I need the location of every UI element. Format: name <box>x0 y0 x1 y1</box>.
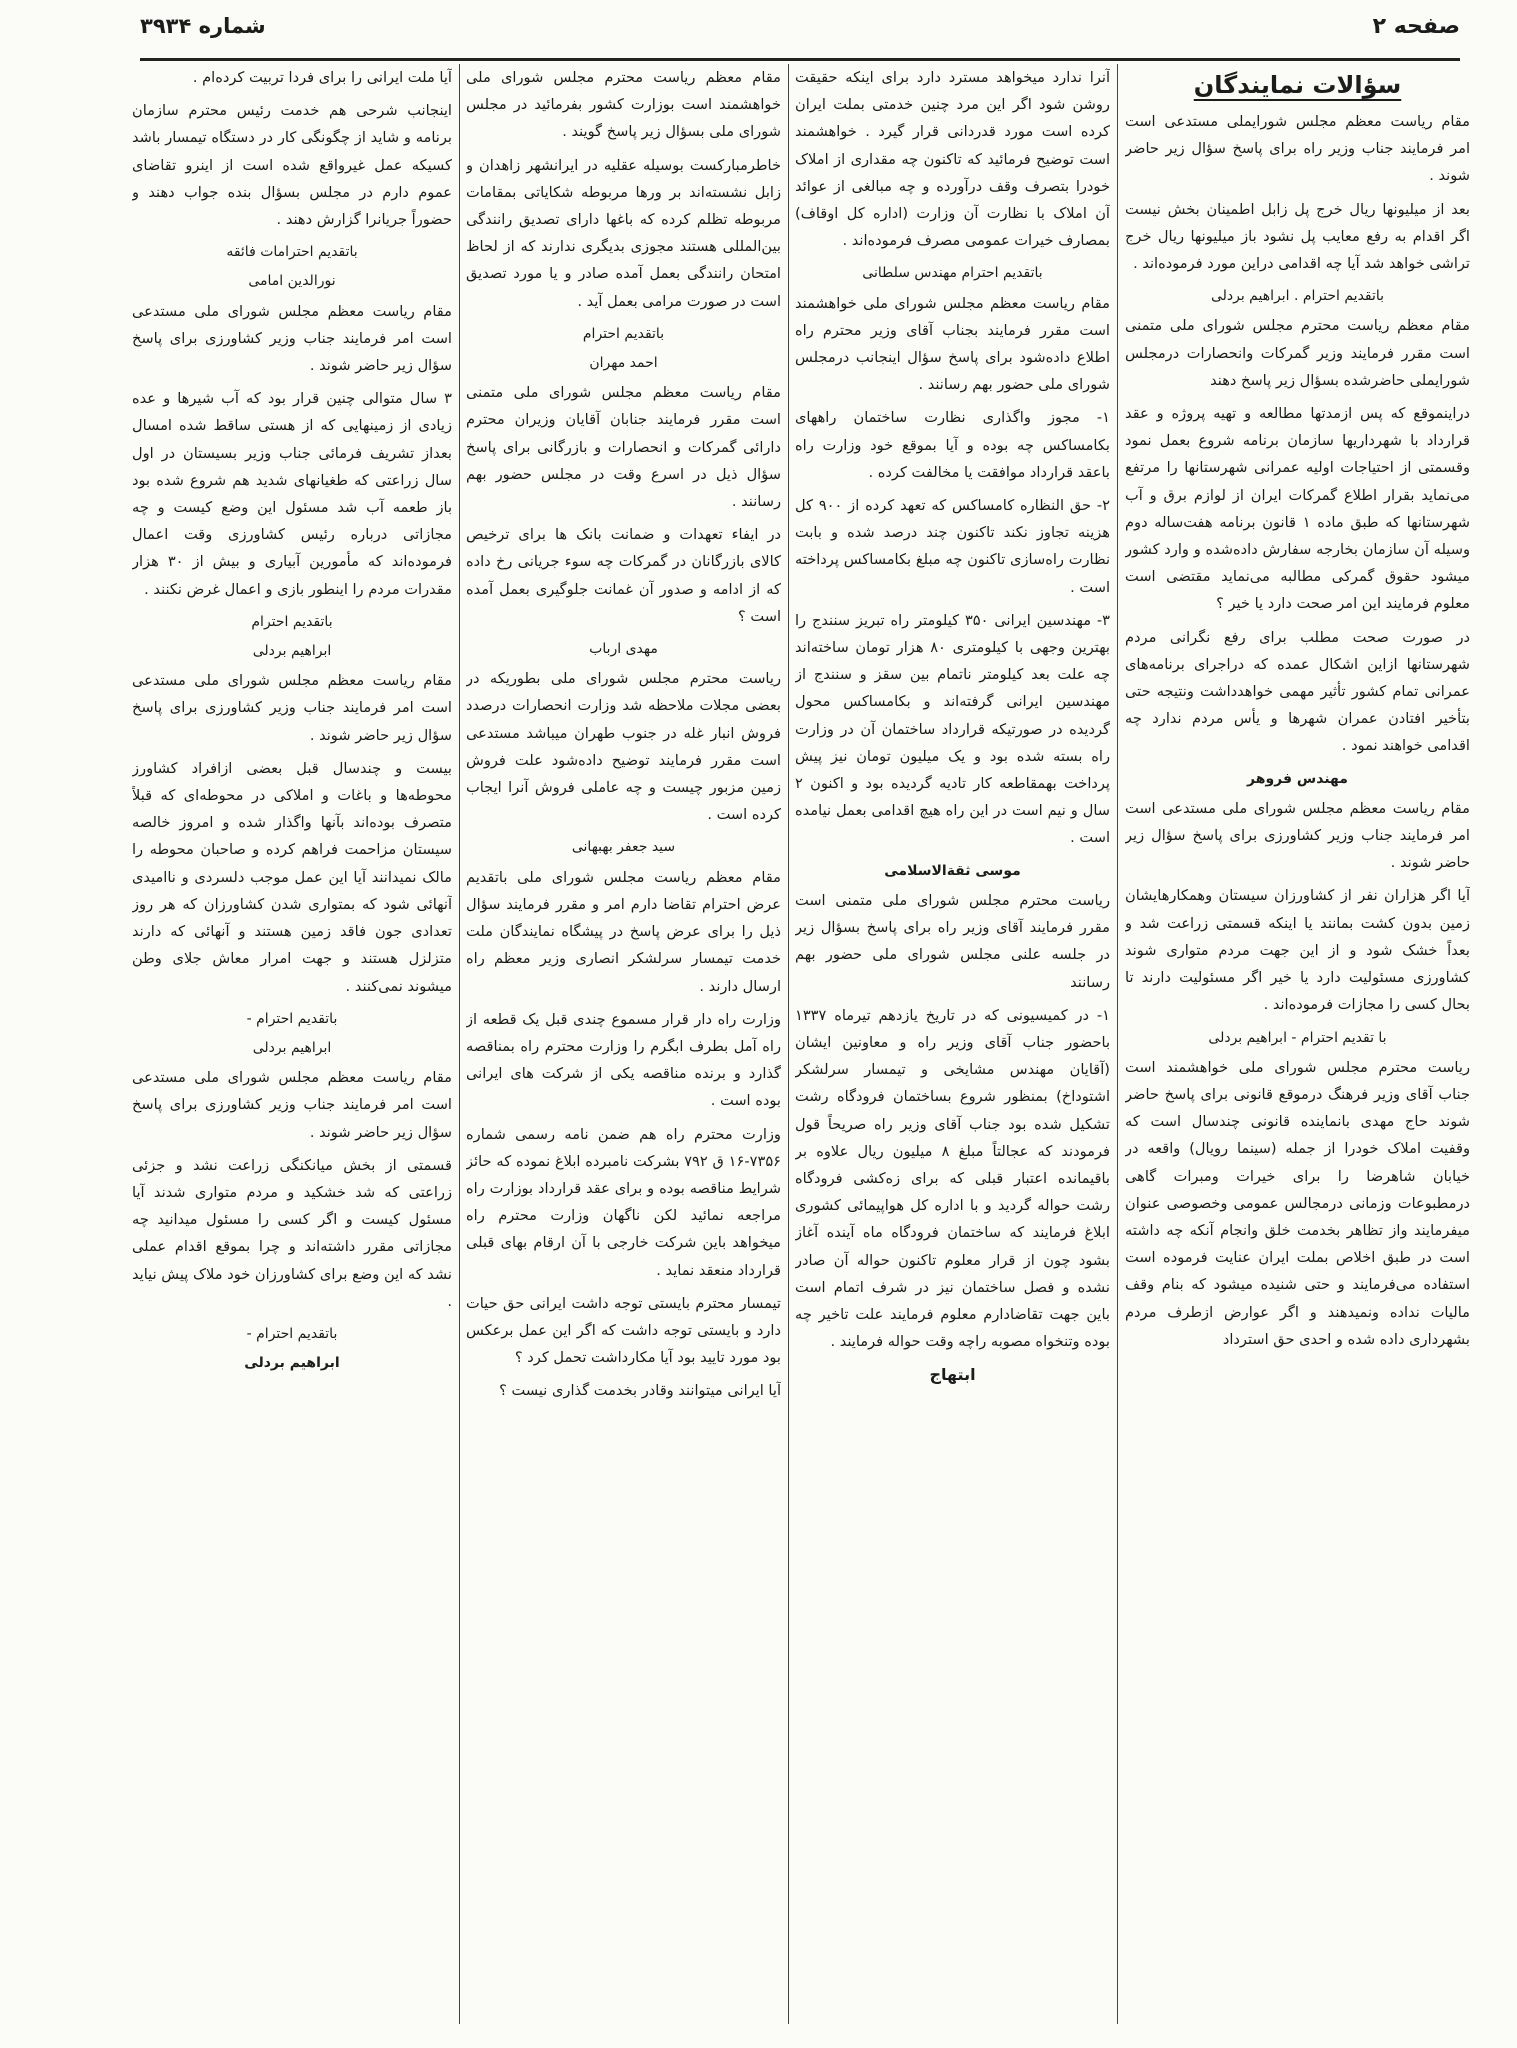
question-paragraph: آیا ملت ایرانی را برای فردا تربیت کرده‌ام . <box>192 69 452 86</box>
question-paragraph: ریاست محترم مجلس شورای ملی متمنی است مقرر فرمایند آقای وزیر راه برای پاسخ بسؤال زیر در جلسه علنی مجلس شورای ملی حضور بهم رسانند <box>795 891 1110 991</box>
header-rule <box>140 58 1460 61</box>
question-paragraph: اینجانب شرحی هم خدمت رئیس محترم سازمان برنامه و شاید از چگونگی کار در دستگاه تیمسار باشد کسیکه عمل غیرواقع شده است از اینرو تقاضای عموم دارم در مجلس بسؤال بنده جواب دهند و حضوراً جریانرا گزارش دهند . <box>132 102 452 229</box>
question-paragraph: در ایفاء تعهدات و ضمانت بانک ها برای ترخیص کالای بازرگانان در گمرکات چه سوء جریانی رخ داده که از ادامه و صدور آن غمانت جلوگیری بعمل آمده است ؟ <box>466 526 781 625</box>
signature: احمد مهران <box>589 355 658 372</box>
column-3 <box>466 64 781 2034</box>
signature: باتقدیم احترامات فائقه <box>226 244 358 261</box>
question-paragraph: آیا اگر هزاران نفر از کشاورزان سیستان وهمکارهایشان زمین بدون کشت بمانند یا اینکه قسمتی زراعت شد و بعداً خشک شود و از این جهت مردم متواری شوند کشاورزی مسئولیت دارد یا خیر اگر مسئولیت دارند تا بحال کسی را مجازات فرموده‌اند . <box>1125 887 1470 1014</box>
question-paragraph: ۲- حق النظاره کامساکس که تعهد کرده از ۹۰۰ کل هزینه تجاوز نکند تاکنون چند درصد شده و بابت نظارت راه‌سازی تاکنون چه مبلغ بکامساکس پرداخته است . <box>795 497 1110 596</box>
question-paragraph: مقام ریاست معظم مجلس شورای ملی مستدعی است امر فرمایند جناب وزیر کشاورزی برای پاسخ سؤال زیر حاضر شوند . <box>132 672 452 744</box>
question-paragraph: مقام ریاست معظم مجلس شورای ملی خواهشمند است مقرر فرمایند بجناب آقای وزیر محترم راه اطلاع داده‌شود برای پاسخ سؤال اینجانب درمجلس شورای ملی حضور بهم رسانند . <box>795 294 1110 394</box>
question-paragraph: مقام معظم ریاست مجلس شورای ملی باتقدیم عرض احترام تقاضا دارم امر و مقرر فرمایند سؤال ذیل را برای عرض پاسخ در پیشگاه نمایندگان ملت خدمت تیمسار سرلشکر انصاری وزیر معظم راه ارسال دارند . <box>466 868 781 995</box>
question-paragraph: ۳ سال متوالی چنین قرار بود که آب شیرها و عده زیادی از زمینهایی که از هستی ساقط شده امسال بعداز تشریف فرمائی جناب وزیر بسیستان در اول سال زراعتی که طغیانهای شدید هم شروع شده بود باز طعمه آب شد مسئول این وضع کیست و چه مجازاتی درباره رئیس کشاورزی وقت اعمال فرموده‌اند که مأمورین آبیاری و بیش از ۳۰ هزار مقدرات مردم را اینطور بازی و اعمال غرض نکنند . <box>132 390 452 598</box>
signature: باتقدیم احترام - <box>246 1325 338 1342</box>
page-number: صفحه ۲ <box>1372 14 1460 39</box>
signature: با تقدیم احترام - ابراهیم بردلی <box>1208 1029 1387 1046</box>
question-paragraph: آنرا ندارد میخواهد مسترد دارد برای اینکه حقیقت روشن شود اگر این مرد چنین خدمتی بملت ایران کرده است مورد قدردانی قرار گیرد . خواهشمند است توضیح فرمائید که تاکنون چه مقداری از املاک خودرا بتصرف وقف درآورده و چه مبالغی از عوائد آن املاک با نظارت آن وزارت (اداره کل اوقاف) بمصارف خیرات عمومی مصرف فرموده‌اند . <box>795 69 1110 250</box>
question-paragraph: قسمتی از بخش میانکنگی زراعت نشد و جزئی زراعتی که شد خشکید و مردم متواری شدند آیا مسئول کیست و اگر کسی را مسئول میدانید چه مجازاتی مقرر داشته‌اند و چرا بموقع اقدام عملی نشد که این وضع برای کشاورزان خود ملاک پیش نیاید . <box>132 1156 452 1310</box>
question-paragraph: در صورت صحت مطلب برای رفع نگرانی مردم شهرستانها ازاین اشکال عمده که دراجرای برنامه‌های عمرانی تمام کشور تأثیر مهمی خواهدداشت ونتیجه حتی بتأخیر افتادن عمران شهرها و یأس مردم ندارد چه اقدامی خواهند نمود . <box>1125 628 1470 755</box>
question-paragraph: مقام ریاست معظم مجلس شورای ملی مستدعی است امر فرمایند جناب وزیر کشاورزی برای پاسخ سؤال زیر حاضر شوند . <box>132 302 452 375</box>
question-paragraph: مقام معظم ریاست محترم مجلس شورای ملی خواهشمند است بوزارت کشور بفرمائید در مجلس شورای ملی بسؤال زیر پاسخ گویند . <box>466 69 781 141</box>
question-paragraph: ۱- مجوز واگذاری نظارت ساختمان راههای بکامساکس چه بوده و آیا بموقع خود وزارت راه باعقد قرارداد موافقت یا مخالفت کرده . <box>795 409 1110 481</box>
question-paragraph: مقام معظم ریاست محترم مجلس شورای ملی متمنی است مقرر فرمایند وزیر گمرکات وانحصارات درمجلس شورایملی حاضرشده بسؤال زیر پاسخ دهند <box>1125 317 1470 389</box>
issue-number: شماره ۳۹۳۴ <box>140 14 266 38</box>
question-paragraph: ۳- مهندسین ایرانی ۳۵۰ کیلومتر راه تبریز سنندج را بهترین وجهی با کیلومتری ۸۰ هزار تومان ساخته‌اند چه علت بعد کیلومتر ناتمام بین سقز و سنندج از مهندسین ایرانی گرفته‌اند و بکامساکس محول گردیده در صورتیکه قرارداد ساختمان آن در وزارت راه بسته شده بود و یک میلیون تومان نیز پیش پرداخت بهمقاطعه کار تادیه گردیده بود و اکنون ۲ سال و نیم است در این راه هیچ اقدامی بعمل نیامده است . <box>795 611 1110 847</box>
question-paragraph: مقام ریاست معظم مجلس شورای ملی مستدعی است امر فرمایند جناب وزیر کشاورزی برای پاسخ سؤال زیر حاضر شوند . <box>132 1069 452 1141</box>
signature: ابتهاج <box>929 1365 976 1385</box>
question-paragraph: مقام ریاست معظم مجلس شورای ملی متمنی است مقرر فرمایند جنابان آقایان وزیران محترم دارائی گمرکات و انحصارات و بازرگانی برای پاسخ سؤال ذیل در اسرع وقت در مجلس حضور بهم رسانند . <box>466 384 781 511</box>
question-paragraph: آیا ایرانی میتوانند وقادر بخدمت گذاری نیست ؟ <box>499 1382 781 1400</box>
question-paragraph: بیست و چندسال قبل بعضی ازافراد کشاورز محوطه‌ها و باغات و املاکی در محوطه‌ای که قبلاً متصرف بوده‌اند بآنها واگذار شده و امروز خالصه سیستان مزاحمت فراهم کرده و صاحبان محوطه را مالک نمیدانند آیا این عمل موجب دلسردی و ناامیدی آنهائی شود که بمتواری شدن کشاورزان که هر روز تعدادی جون فاقد زمین هستند و آنهائی که دارند متزلزل هستند و جهت امرار معاش جلای وطن میشوند نمی‌کنند . <box>132 759 452 995</box>
signature: باتقدیم احترام . ابراهیم بردلی <box>1210 288 1385 305</box>
column-4 <box>132 64 452 2034</box>
page-header <box>140 14 1460 54</box>
column-2 <box>795 64 1110 2034</box>
signature: سید جعفر بهبهانی <box>571 839 676 856</box>
question-paragraph: وزارت راه دار قرار مسموع چندی قبل یک قطعه از راه آمل بطرف ابگرم را وزارت محترم راه بمناقصه گذارد و برنده مناقصه یکی از شرکت های ایرانی بوده است . <box>466 1010 781 1110</box>
column-divider <box>788 64 789 2024</box>
question-paragraph: ریاست محترم مجلس شورای ملی خواهشمند است جناب آقای وزیر فرهنگ درموقع قانونی برای پاسخ حاضر شوند حاج مهدی بانماینده قانونی چندسال است که وقفیت املاک خودرا از جمله (سینما رویال) واقعه در خیابان شاهرضا را برای خیرات ومبرات گاهی درمطبوعات وزمانی درمجالس عمومی وخصوصی عنوان میفرمایند واز تظاهر بخدمت خلق وانجام آنکه چه داشته است در طبق اخلاص بملت ایران عنایت فرموده است استفاده می‌فرمایند و حتی شنیده میشود که بنام وقف مالیات نداده ونمیدهند و اگر عوارض ازطرف مردم بشهرداری داده شده و احدی حق استرداد <box>1125 1058 1470 1348</box>
column-1 <box>1125 64 1470 2034</box>
signature: ابراهیم بردلی <box>244 1355 340 1372</box>
question-paragraph: خاطرمبارکست بوسیله عقلیه در ایرانشهر زاهدان و زابل نشسته‌اند بر ورها مربوطه شکایاتی بمقامات مربوطه تظلم کرده که باغها دارای تصدیق رانندگی بین‌المللی هستند مجوزی بدیگری ندارند که از لحاظ امتحان رانندگی بعمل آمده صادر و یا مورد تصدیق است در صورت مرامی بعمل آید . <box>466 156 781 310</box>
question-paragraph: ریاست محترم مجلس شورای ملی بطوریکه در بعضی مجلات ملاحظه شد وزارت انحصارات درصدد فروش انبار غله در جنوب طهران میباشد مستدعی است مقرر فرمایند توضیح داده‌شود علت فروش زمین مزبور چیست و چه عاملی فروش آنرا ایجاب کرده است . <box>466 670 781 824</box>
signature: باتقدیم احترام - <box>246 1010 338 1027</box>
section-title: سؤالات نمایندگان <box>1193 71 1402 99</box>
question-paragraph: وزارت محترم راه هم ضمن نامه رسمی شماره ۷۳۵۶-۱۶ ق ۷۹۲ بشرکت نامبرده ابلاغ نموده که حائز شرایط مناقصه بوده و برای عقد قرارداد بوزارت راه مراجعه نمائید لکن ناگهان وزارت محترم راه میخواهد باین شرکت خارجی با آن ارقام بهای قبلی قرارداد منعقد نماید . <box>466 1125 781 1279</box>
question-paragraph: مقام ریاست معظم مجلس شورایملی مستدعی است امر فرمایند جناب وزیر راه برای پاسخ سؤال زیر حاضر شوند . <box>1125 113 1470 185</box>
signature: ابراهیم بردلی <box>252 643 332 660</box>
signature: باتقدیم احترام <box>251 613 333 630</box>
column-divider <box>459 64 460 2024</box>
question-paragraph: مقام ریاست معظم مجلس شورای ملی مستدعی است امر فرمایند جناب وزیر کشاورزی برای پاسخ سؤال زیر حاضر شوند . <box>1125 799 1470 872</box>
signature: مهندس فروهر <box>1247 770 1348 787</box>
question-paragraph: بعد از میلیونها ریال خرج پل زابل اطمینان بخش نیست اگر اقدام به رفع معایب پل نشود باز میلیونها ریال خرج تراشی خواهد شد آیا چه اقدامی دراین مورد فرموده‌اند . <box>1125 200 1470 273</box>
signature: موسی ثقةالاسلامی <box>884 862 1021 879</box>
column-divider <box>1117 64 1118 2024</box>
signature: باتقدیم احترام <box>582 325 665 342</box>
question-paragraph: ۱- در کمیسیونی که در تاریخ یازدهم تیرماه ۱۳۳۷ باحضور جناب آقای وزیر راه و معاونین ایشان (آقایان مهندس مشایخی و تیمسار سرلشکر اشتوداخ) بمنظور شروع بساختمان فرودگاه رشت تشکیل شده بود جناب آقای وزیر راه صریحاً قول فرمودند که عجالتاً مبلغ ۸ میلیون ریال علاوه بر باقیمانده اعتبار قبلی که برای زه‌کشی فرودگاه رشت حواله گردید و با اداره کل هواپیمائی کشوری ابلاغ فرمایند که ساختمان فرودگاه ماه آینده آغاز بشود چون از قرار معلوم تاکنون حواله آن صادر نشده و فصل ساختمان نیز در شرف اتمام است باین جهت تقاضادارم معلوم فرمایند علت تاخیر چه بوده وتنخواه مصوبه راچه وقت حواله فرمایند . <box>795 1006 1110 1351</box>
question-paragraph: تیمسار محترم بایستی توجه داشت ایرانی حق حیات دارد و بایستی توجه داشت که اگر این عمل برعکس بود مورد تایید بود آیا مکارداشت تحمل کرد ؟ <box>466 1294 781 1367</box>
signature: ابراهیم بردلی <box>252 1039 332 1056</box>
signature: نورالدین امامی <box>248 273 336 290</box>
signature: مهدی ارباب <box>589 641 658 658</box>
question-paragraph: دراینموقع که پس ازمدتها مطالعه و تهیه پروژه و عقد قرارداد با شهرداریها سازمان برنامه شروع بعمل نمود وقسمتی از احتیاجات اولیه عمرانی شهرستانها را مرتفع می‌نماید بقرار اطلاع گمرکات ایران از لوازم برق و آب شهرستانها که طبق ماده ۱ قانون برنامه هفت‌ساله دوم وسیله آن سازمان بخارجه سفارش داده‌شده و وارد کشور میشود حقوق گمرکی مطالبه می‌نماید مقتضی است معلوم فرمایند این امر صحت دارد یا خیر ؟ <box>1125 405 1470 613</box>
signature: باتقدیم احترام مهندس سلطانی <box>862 265 1043 282</box>
